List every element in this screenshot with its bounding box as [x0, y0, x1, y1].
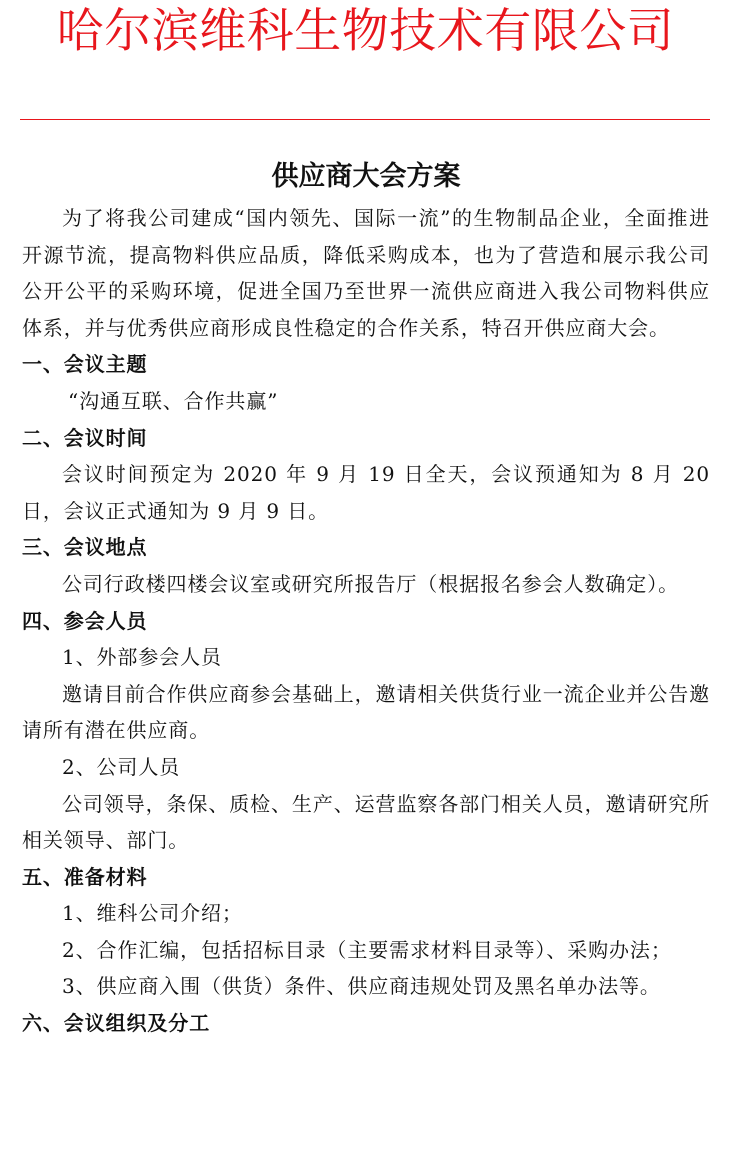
section-heading-materials: 五、准备材料 — [22, 864, 148, 889]
external-attendees-text: 邀请目前合作供应商参会基础上，邀请相关供货行业一流企业并公告邀请所有潜在供应商。 — [22, 681, 710, 743]
document-body — [22, 154, 710, 1042]
time-text: 会议时间预定为 2020 年 9 月 19 日全天，会议预通知为 8 月 20 日，会议正式通知为 9 月 9 日。 — [22, 462, 710, 523]
document-title: 供应商大会方案 — [271, 161, 461, 192]
letterhead-divider — [20, 119, 710, 120]
materials-item-1: 1、维科公司介绍； — [62, 901, 243, 926]
internal-attendees-text: 公司领导，条保、质检、生产、运营监察各部门相关人员，邀请研究所相关领导、部门。 — [22, 791, 710, 853]
location-text: 公司行政楼四楼会议室或研究所报告厅（根据报名参会人数确定）。 — [62, 571, 679, 596]
materials-item-3: 3、供应商入围（供货）条件、供应商违规处罚及黑名单办法等。 — [62, 974, 661, 999]
section-heading-attendees: 四、参会人员 — [22, 608, 148, 633]
materials-item-2: 2、合作汇编，包括招标目录（主要需求材料目录等）、采购办法； — [62, 937, 672, 962]
section-heading-organization: 六、会议组织及分工 — [22, 1011, 211, 1036]
company-letterhead: 哈尔滨维科生物技术有限公司 — [56, 4, 675, 59]
internal-attendees-label: 2、公司人员 — [62, 754, 181, 779]
external-attendees-label: 1、外部参会人员 — [62, 645, 222, 670]
theme-text: “沟通互联、合作共赢” — [68, 388, 279, 413]
section-heading-location: 三、会议地点 — [22, 535, 148, 560]
section-heading-time: 二、会议时间 — [22, 425, 148, 450]
section-heading-theme: 一、会议主题 — [22, 352, 148, 377]
intro-paragraph: 为了将我公司建成“国内领先、国际一流”的生物制品企业，全面推进开源节流，提高物料供应品质，降低采购成本，也为了营造和展示我公司公开公平的采购环境，促进全国乃至世界一流供应商进入我公司物料供应体系，并与优秀供应商形成良性稳定的合作关系，特召开供应商大会。 — [22, 206, 710, 340]
